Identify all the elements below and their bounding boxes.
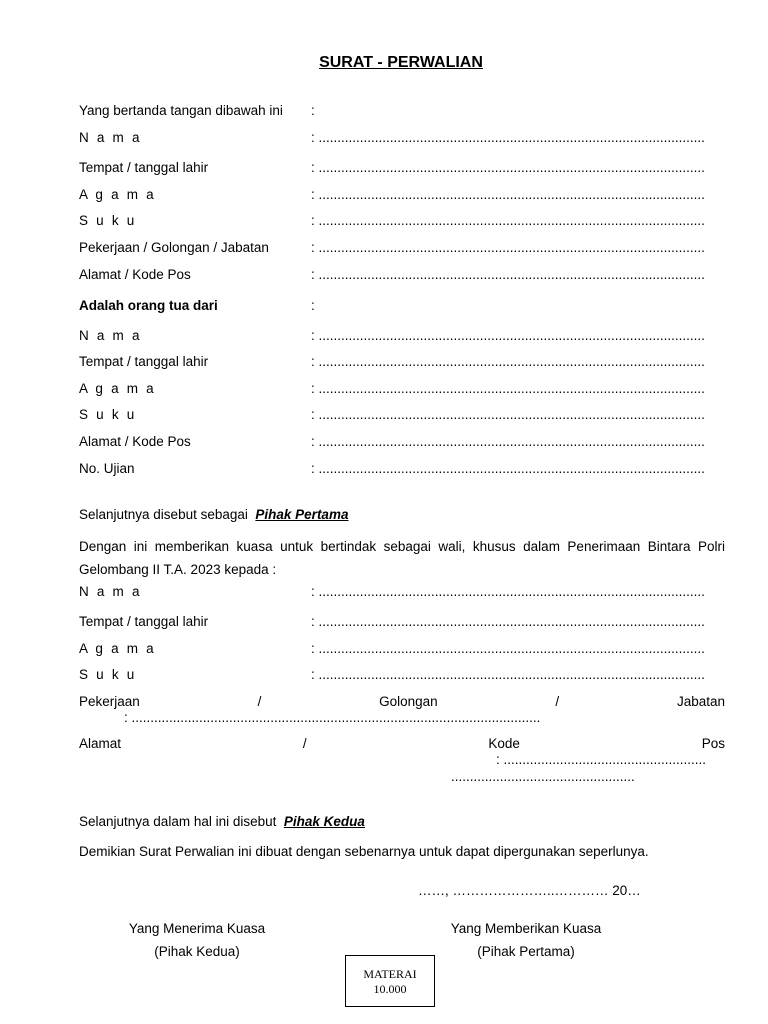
pihak-pertama-name: Pihak Pertama — [255, 507, 349, 522]
orangtua-heading: Adalah orang tua dari — [79, 298, 218, 313]
s1-pekerjaan-label: Pekerjaan / Golongan / Jabatan — [79, 240, 269, 255]
s2-ttl-row — [79, 354, 725, 372]
giver-subtitle: (Pihak Pertama) — [477, 944, 575, 959]
giver-title: Yang Memberikan Kuasa — [450, 921, 602, 936]
s3-pekerjaan-word: Pekerjaan — [79, 694, 140, 709]
s2-suku-fill[interactable]: : ....................................................................................................... — [311, 407, 705, 422]
s2-ujian-fill[interactable]: : ....................................................................................................... — [311, 461, 705, 476]
s3-alamat-fill-2[interactable]: ................................................. — [451, 769, 635, 784]
s1-ttl-label: Tempat / tanggal lahir — [79, 160, 209, 175]
s1-agama-label: A g a m a — [79, 187, 156, 202]
orangtua-colon: : — [311, 298, 315, 313]
s2-ujian-row — [79, 461, 725, 479]
s1-suku-label: S u k u — [79, 213, 137, 228]
s3-alamat-slash: / — [302, 736, 307, 751]
orangtua-heading-row — [79, 298, 725, 316]
s2-nama-row — [79, 328, 725, 346]
s1-alamat-row — [79, 267, 725, 285]
s1-ttl-fill[interactable]: : ....................................................................................................... — [311, 160, 705, 175]
pihak-kedua-prefix: Selanjutnya dalam hal ini disebut — [79, 814, 277, 829]
s2-suku-row — [79, 407, 725, 425]
s2-agama-row — [79, 381, 725, 399]
s3-alamat-line — [79, 736, 725, 751]
intro-row — [79, 103, 725, 121]
s3-agama-row — [79, 641, 725, 659]
s2-nama-label: N a m a — [79, 328, 142, 343]
s1-suku-row — [79, 213, 725, 231]
s3-jabatan-word: Jabatan — [676, 694, 725, 709]
s3-pos-word: Pos — [701, 736, 725, 751]
s1-alamat-fill[interactable]: : ....................................................................................................... — [311, 267, 705, 282]
s3-ttl-label: Tempat / tanggal lahir — [79, 614, 209, 629]
document-title: SURAT - PERWALIAN — [319, 54, 483, 71]
s3-golongan-word: Golongan — [379, 694, 438, 709]
intro-label: Yang bertanda tangan dibawah ini — [79, 103, 283, 118]
s3-suku-fill[interactable]: : ....................................................................................................... — [311, 667, 705, 682]
s3-agama-fill[interactable]: : ....................................................................................................... — [311, 641, 705, 656]
intro-colon: : — [311, 103, 315, 118]
s3-pekerjaan-slash-1: / — [257, 694, 262, 709]
s3-ttl-fill[interactable]: : ....................................................................................................... — [311, 614, 705, 629]
s3-agama-label: A g a m a — [79, 641, 156, 656]
s3-pekerjaan-line — [79, 694, 725, 709]
materai-value: 10.000 — [373, 982, 407, 996]
kuasa-paragraph: Dengan ini memberikan kuasa untuk bertindak sebagai wali, khusus dalam Penerimaan Bintara Polri Gelombang II T.A. 2023 kepada : — [79, 539, 725, 577]
s1-nama-row — [79, 130, 725, 148]
closing-line — [79, 844, 725, 862]
date-line[interactable]: ……, …………………..………… 20… — [418, 883, 641, 898]
closing-statement: Demikian Surat Perwalian ini dibuat dengan sebenarnya untuk dapat dipergunakan seperlunya. — [79, 844, 649, 859]
s1-pekerjaan-row — [79, 240, 725, 258]
s1-pekerjaan-fill[interactable]: : ....................................................................................................... — [311, 240, 705, 255]
s2-suku-label: S u k u — [79, 407, 137, 422]
pihak-kedua-name: Pihak Kedua — [283, 814, 365, 829]
s2-nama-fill[interactable]: : ....................................................................................................... — [311, 328, 705, 343]
pihak-pertama-line — [79, 507, 725, 525]
s3-nama-fill[interactable]: : ....................................................................................................... — [311, 584, 705, 599]
s3-suku-label: S u k u — [79, 667, 137, 682]
s1-ttl-row — [79, 160, 725, 178]
s1-agama-row — [79, 187, 725, 205]
s1-nama-label: N a m a — [79, 130, 142, 145]
s3-pekerjaan-fill[interactable]: : ............................................................................................................. — [124, 710, 540, 725]
s2-agama-label: A g a m a — [79, 381, 156, 396]
s3-nama-label: N a m a — [79, 584, 142, 599]
s2-ttl-label: Tempat / tanggal lahir — [79, 354, 209, 369]
materai-label: MATERAI — [363, 967, 417, 981]
s1-agama-fill[interactable]: : ....................................................................................................... — [311, 187, 705, 202]
s3-kode-word: Kode — [488, 736, 520, 751]
s3-ttl-row — [79, 614, 725, 632]
s3-nama-row — [79, 584, 725, 602]
s3-suku-row — [79, 667, 725, 685]
s2-alamat-label: Alamat / Kode Pos — [79, 434, 191, 449]
s2-ttl-fill[interactable]: : ....................................................................................................... — [311, 354, 705, 369]
materai-stamp-box — [345, 955, 435, 1007]
s3-pekerjaan-slash-2: / — [555, 694, 560, 709]
s1-alamat-label: Alamat / Kode Pos — [79, 267, 191, 282]
s1-suku-fill[interactable]: : ....................................................................................................... — [311, 213, 705, 228]
receiver-subtitle: (Pihak Kedua) — [154, 944, 240, 959]
pihak-kedua-line — [79, 814, 725, 832]
s3-alamat-word: Alamat — [79, 736, 122, 751]
s2-agama-fill[interactable]: : ....................................................................................................... — [311, 381, 705, 396]
s2-alamat-row — [79, 434, 725, 452]
receiver-title: Yang Menerima Kuasa — [128, 921, 266, 936]
pihak-pertama-prefix: Selanjutnya disebut sebagai — [79, 507, 248, 522]
s2-ujian-label: No. Ujian — [79, 461, 135, 476]
s1-nama-fill[interactable]: : ....................................................................................................... — [311, 130, 705, 145]
s2-alamat-fill[interactable]: : ....................................................................................................... — [311, 434, 705, 449]
s3-alamat-fill-1[interactable]: : ...................................................... — [496, 752, 707, 767]
